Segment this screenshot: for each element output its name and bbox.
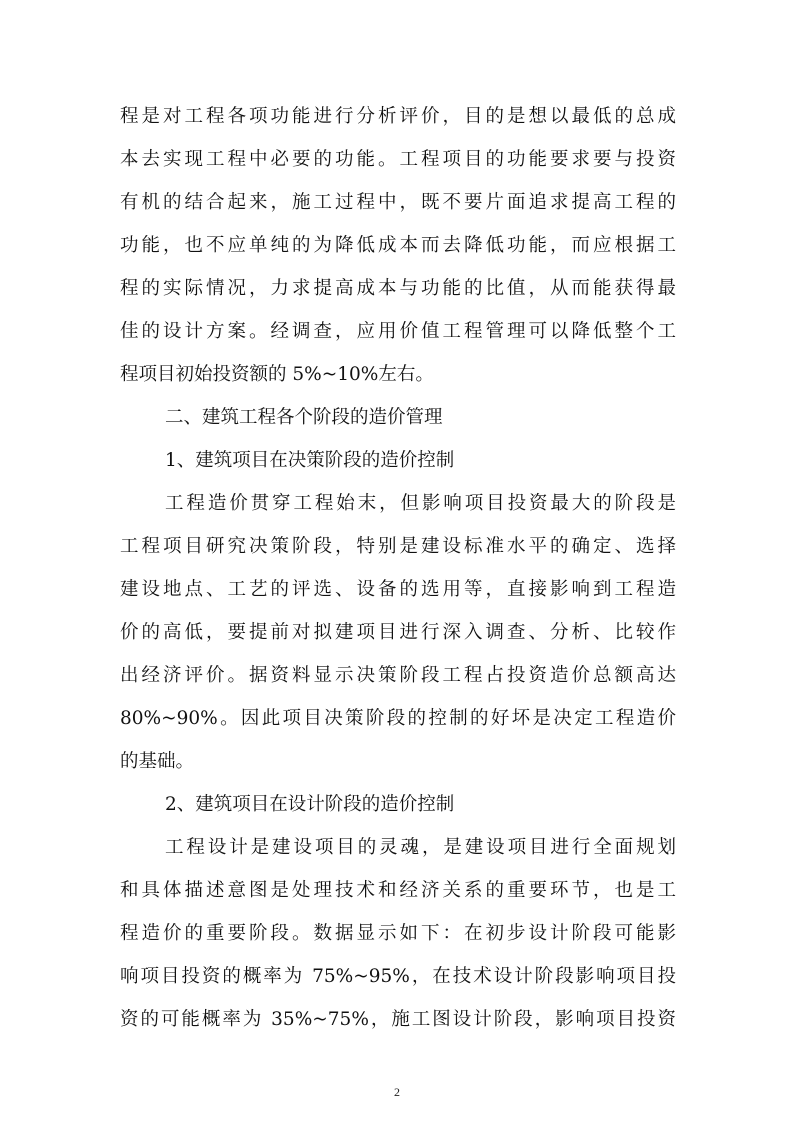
paragraph-2-line-1: 工程造价贯穿工程始末，但影响项目投资最大的阶段是	[165, 493, 676, 514]
paragraph-3-line-5: 资的可能概率为 35%~75%，施工图设计阶段，影响项目投资	[120, 1009, 676, 1030]
paragraph-1-line-3: 有机的结合起来，施工过程中，既不要片面追求提高工程的	[120, 192, 676, 213]
paragraph-1-line-7: 程项目初始投资额的 5%~10%左右。	[120, 364, 434, 385]
paragraph-1-line-1: 程是对工程各项功能进行分析评价，目的是想以最低的总成	[120, 106, 676, 127]
subsection-heading-1: 1、建筑项目在决策阶段的造价控制	[165, 450, 455, 471]
section-heading-2: 二、建筑工程各个阶段的造价管理	[165, 407, 443, 428]
subsection-heading-2: 2、建筑项目在设计阶段的造价控制	[165, 794, 455, 815]
paragraph-1-line-5: 程的实际情况，力求提高成本与功能的比值，从而能获得最	[120, 278, 676, 299]
paragraph-2-line-5: 出经济评价。据资料显示决策阶段工程占投资造价总额高达	[120, 665, 676, 686]
paragraph-2-line-4: 价的高低，要提前对拟建项目进行深入调查、分析、比较作	[120, 622, 676, 643]
page-number: 2	[394, 1085, 400, 1099]
paragraph-2-line-3: 建设地点、工艺的评选、设备的选用等，直接影响到工程造	[120, 579, 676, 600]
paragraph-2-line-2: 工程项目研究决策阶段，特别是建设标准水平的确定、选择	[120, 536, 676, 557]
paragraph-2-line-7: 的基础。	[120, 751, 195, 772]
paragraph-3-line-3: 程造价的重要阶段。数据显示如下：在初步设计阶段可能影	[120, 923, 676, 944]
paragraph-3-line-1: 工程设计是建设项目的灵魂，是建设项目进行全面规划	[165, 837, 676, 858]
paragraph-1-line-2: 本去实现工程中必要的功能。工程项目的功能要求要与投资	[120, 149, 676, 170]
paragraph-2-line-6: 80%~90%。因此项目决策阶段的控制的好坏是决定工程造价	[120, 708, 676, 729]
paragraph-1-line-6: 佳的设计方案。经调查，应用价值工程管理可以降低整个工	[120, 321, 676, 342]
paragraph-1-line-4: 功能，也不应单纯的为降低成本而去降低功能，而应根据工	[120, 235, 676, 256]
paragraph-3-line-2: 和具体描述意图是处理技术和经济关系的重要环节，也是工	[120, 880, 676, 901]
paragraph-3-line-4: 响项目投资的概率为 75%~95%，在技术设计阶段影响项目投	[120, 966, 676, 987]
